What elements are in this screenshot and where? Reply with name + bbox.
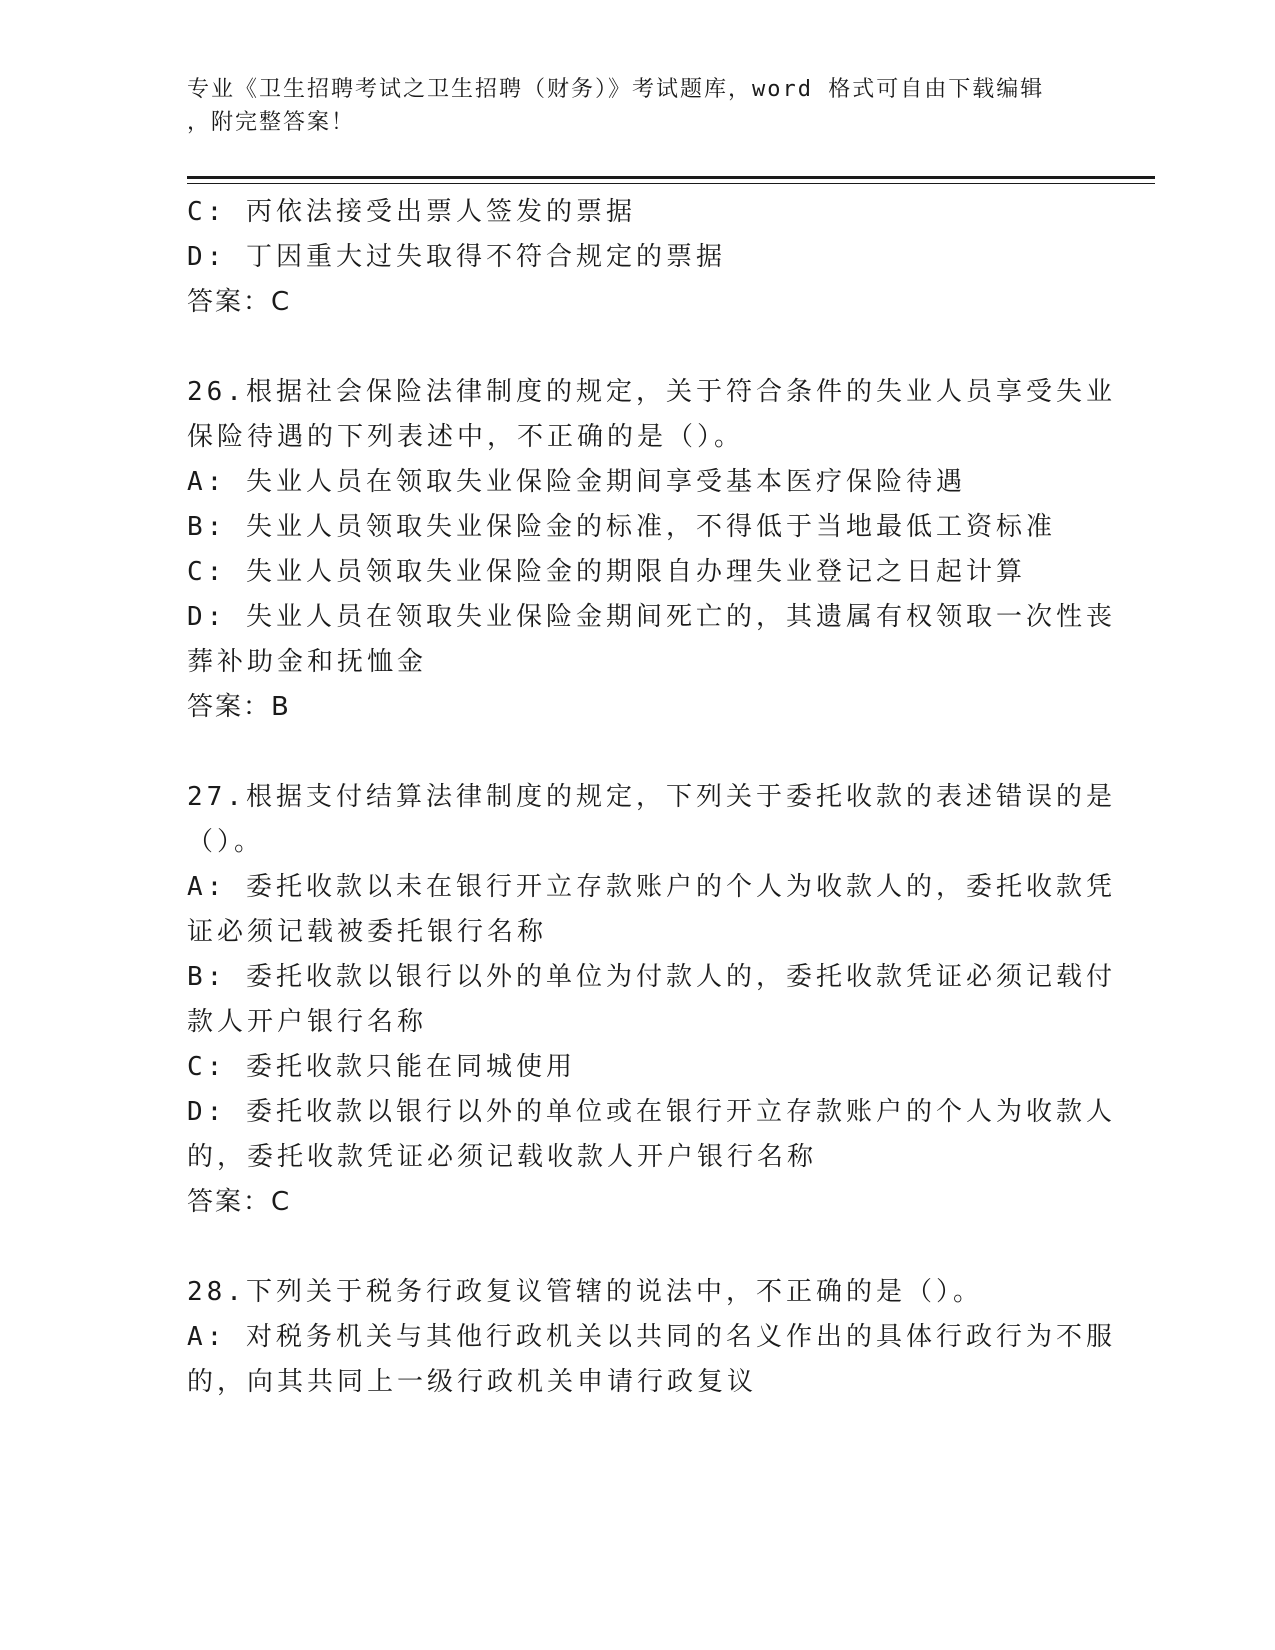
question-27: [187, 775, 1116, 1225]
question-26: [187, 370, 1116, 730]
option-d: D: 委托收款以银行以外的单位或在银行开立存款账户的个人为收款人: [187, 1097, 1116, 1127]
option-a: A: 委托收款以未在银行开立存款账户的个人为收款人的，委托收款凭: [187, 872, 1116, 902]
question-stem-cont: （）。: [187, 827, 265, 857]
option-c: C: 丙依法接受出票人签发的票据: [187, 197, 636, 227]
question-stem: 26.根据社会保险法律制度的规定，关于符合条件的失业人员享受失业: [187, 377, 1116, 407]
header-line-2: ，附完整答案！: [187, 110, 356, 135]
option-d-cont: 葬补助金和抚恤金: [187, 647, 428, 677]
question-stem-cont: 保险待遇的下列表述中，不正确的是（）。: [187, 422, 745, 452]
spacer: [187, 325, 1087, 370]
question-28: [187, 1270, 1116, 1405]
question-stem: 28.下列关于税务行政复议管辖的说法中，不正确的是（）。: [187, 1277, 983, 1307]
question-stem: 27.根据支付结算法律制度的规定，下列关于委托收款的表述错误的是: [187, 782, 1116, 812]
spacer: [187, 1225, 1087, 1270]
option-a: A: 失业人员在领取失业保险金期间享受基本医疗保险待遇: [187, 467, 966, 497]
answer: 答案：C: [187, 287, 292, 317]
option-d: D: 丁因重大过失取得不符合规定的票据: [187, 242, 726, 272]
header-rule-thin: [187, 183, 1155, 184]
option-d: D: 失业人员在领取失业保险金期间死亡的，其遗属有权领取一次性丧: [187, 602, 1116, 632]
option-d-cont: 的，委托收款凭证必须记载收款人开户银行名称: [187, 1142, 818, 1172]
document-header: [187, 73, 1067, 139]
option-c: C: 失业人员领取失业保险金的期限自办理失业登记之日起计算: [187, 557, 1026, 587]
spacer: [187, 730, 1087, 775]
option-a: A: 对税务机关与其他行政机关以共同的名义作出的具体行政行为不服: [187, 1322, 1116, 1352]
answer: 答案：C: [187, 1187, 292, 1217]
option-b: B: 失业人员领取失业保险金的标准，不得低于当地最低工资标准: [187, 512, 1056, 542]
header-line-1: 专业《卫生招聘考试之卫生招聘（财务）》考试题库，word 格式可自由下载编辑: [187, 77, 1045, 102]
option-c: C: 委托收款只能在同城使用: [187, 1052, 576, 1082]
option-a-cont: 的，向其共同上一级行政机关申请行政复议: [187, 1367, 758, 1397]
option-a-cont: 证必须记载被委托银行名称: [187, 917, 548, 947]
question-25-tail: [187, 190, 1087, 325]
header-rule-thick: [187, 176, 1155, 179]
option-b: B: 委托收款以银行以外的单位为付款人的，委托收款凭证必须记载付: [187, 962, 1116, 992]
answer: 答案：B: [187, 692, 291, 722]
option-b-cont: 款人开户银行名称: [187, 1007, 428, 1037]
document-body: [187, 190, 1116, 1405]
